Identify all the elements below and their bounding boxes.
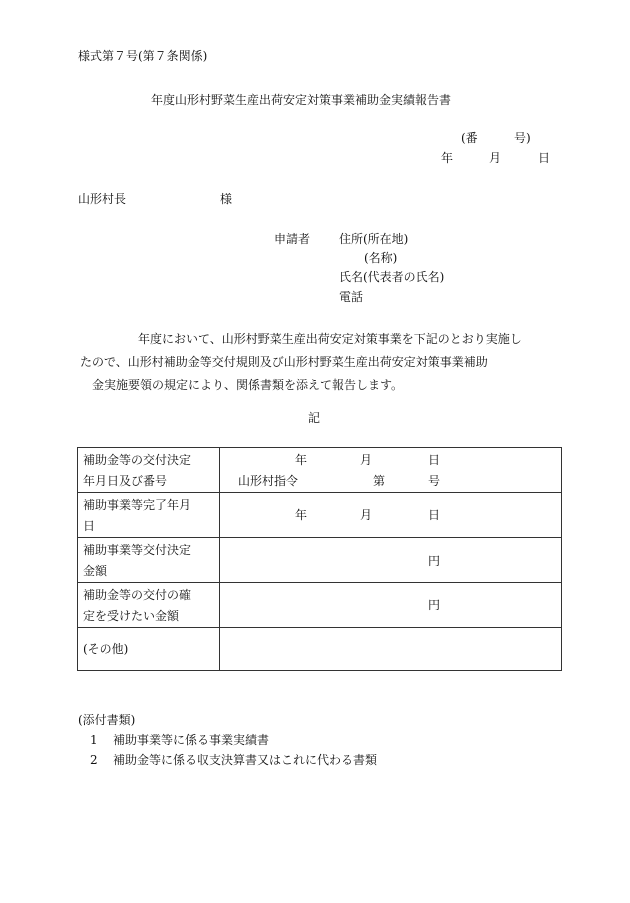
date-year: 年 (441, 151, 454, 165)
attachment-num-2: 2 (90, 753, 98, 767)
row2-label-2: 日 (83, 519, 96, 533)
applicant-representative: 氏名(代表者の氏名) (339, 270, 445, 284)
table-row (78, 628, 562, 671)
table-row (78, 448, 562, 493)
body-line-3: 金実施要領の規定により、関係書類を添えて報告します。 (92, 378, 404, 392)
value-cell (220, 628, 562, 671)
body-paragraph (78, 328, 558, 397)
attachments-heading: (添付書類) (78, 713, 136, 727)
value-cell (220, 583, 562, 628)
row5-label: (その他) (83, 642, 129, 656)
row1-label-2: 年月日及び番号 (83, 474, 168, 488)
label-cell (78, 628, 220, 671)
applicant-phone: 電話 (339, 290, 364, 304)
value-cell (220, 493, 562, 538)
attachment-num-1: 1 (90, 733, 98, 747)
applicant-address: 住所(所在地) (339, 232, 409, 246)
row3-label-1: 補助事業等交付決定 (83, 543, 192, 557)
date-month: 月 (489, 151, 502, 165)
body-line-2: たので、山形村補助金等交付規則及び山形村野菜生産出荷安定対策事業補助 (80, 355, 488, 369)
date-day: 日 (538, 151, 551, 165)
ki-heading: 記 (308, 411, 321, 425)
row1-go: 号 (428, 474, 441, 488)
table-row (78, 583, 562, 628)
row3-label-2: 金額 (83, 564, 108, 578)
value-cell (220, 538, 562, 583)
number-close: 号) (514, 131, 531, 145)
number-open: (番 (461, 131, 478, 145)
document-title: 年度山形村野菜生産出荷安定対策事業補助金実績報告書 (151, 93, 452, 107)
value-cell (220, 448, 562, 493)
row4-unit: 円 (428, 598, 441, 612)
table-row (78, 538, 562, 583)
row1-day: 日 (428, 453, 441, 467)
row4-label-1: 補助金等の交付の確 (83, 588, 192, 602)
row1-year: 年 (295, 453, 308, 467)
attachment-text-2: 補助金等に係る収支決算書又はこれに代わる書類 (113, 753, 378, 767)
addressee-honorific: 様 (220, 192, 233, 206)
row1-month: 月 (360, 453, 373, 467)
applicant-label: 申請者 (274, 232, 311, 246)
label-cell (78, 538, 220, 583)
table-row (78, 493, 562, 538)
form-number: 様式第７号(第７条関係) (78, 49, 208, 63)
applicant-org-name: (名称) (364, 251, 398, 265)
row1-directive: 山形村指令 (238, 474, 299, 488)
row1-label-1: 補助金等の交付決定 (83, 453, 192, 467)
row2-label-1: 補助事業等完了年月 (83, 498, 192, 512)
row4-label-2: 定を受けたい金額 (83, 609, 180, 623)
label-cell (78, 583, 220, 628)
row2-year: 年 (295, 508, 308, 522)
row1-dai: 第 (373, 474, 386, 488)
body-line-1: 年度において、山形村野菜生産出荷安定対策事業を下記のとおり実施し (138, 332, 522, 346)
row2-month: 月 (360, 508, 373, 522)
row2-day: 日 (428, 508, 441, 522)
label-cell (78, 448, 220, 493)
addressee-name: 山形村長 (78, 192, 127, 206)
row3-unit: 円 (428, 554, 441, 568)
label-cell (78, 493, 220, 538)
attachment-text-1: 補助事業等に係る事業実績書 (113, 733, 270, 747)
report-table (77, 447, 562, 671)
